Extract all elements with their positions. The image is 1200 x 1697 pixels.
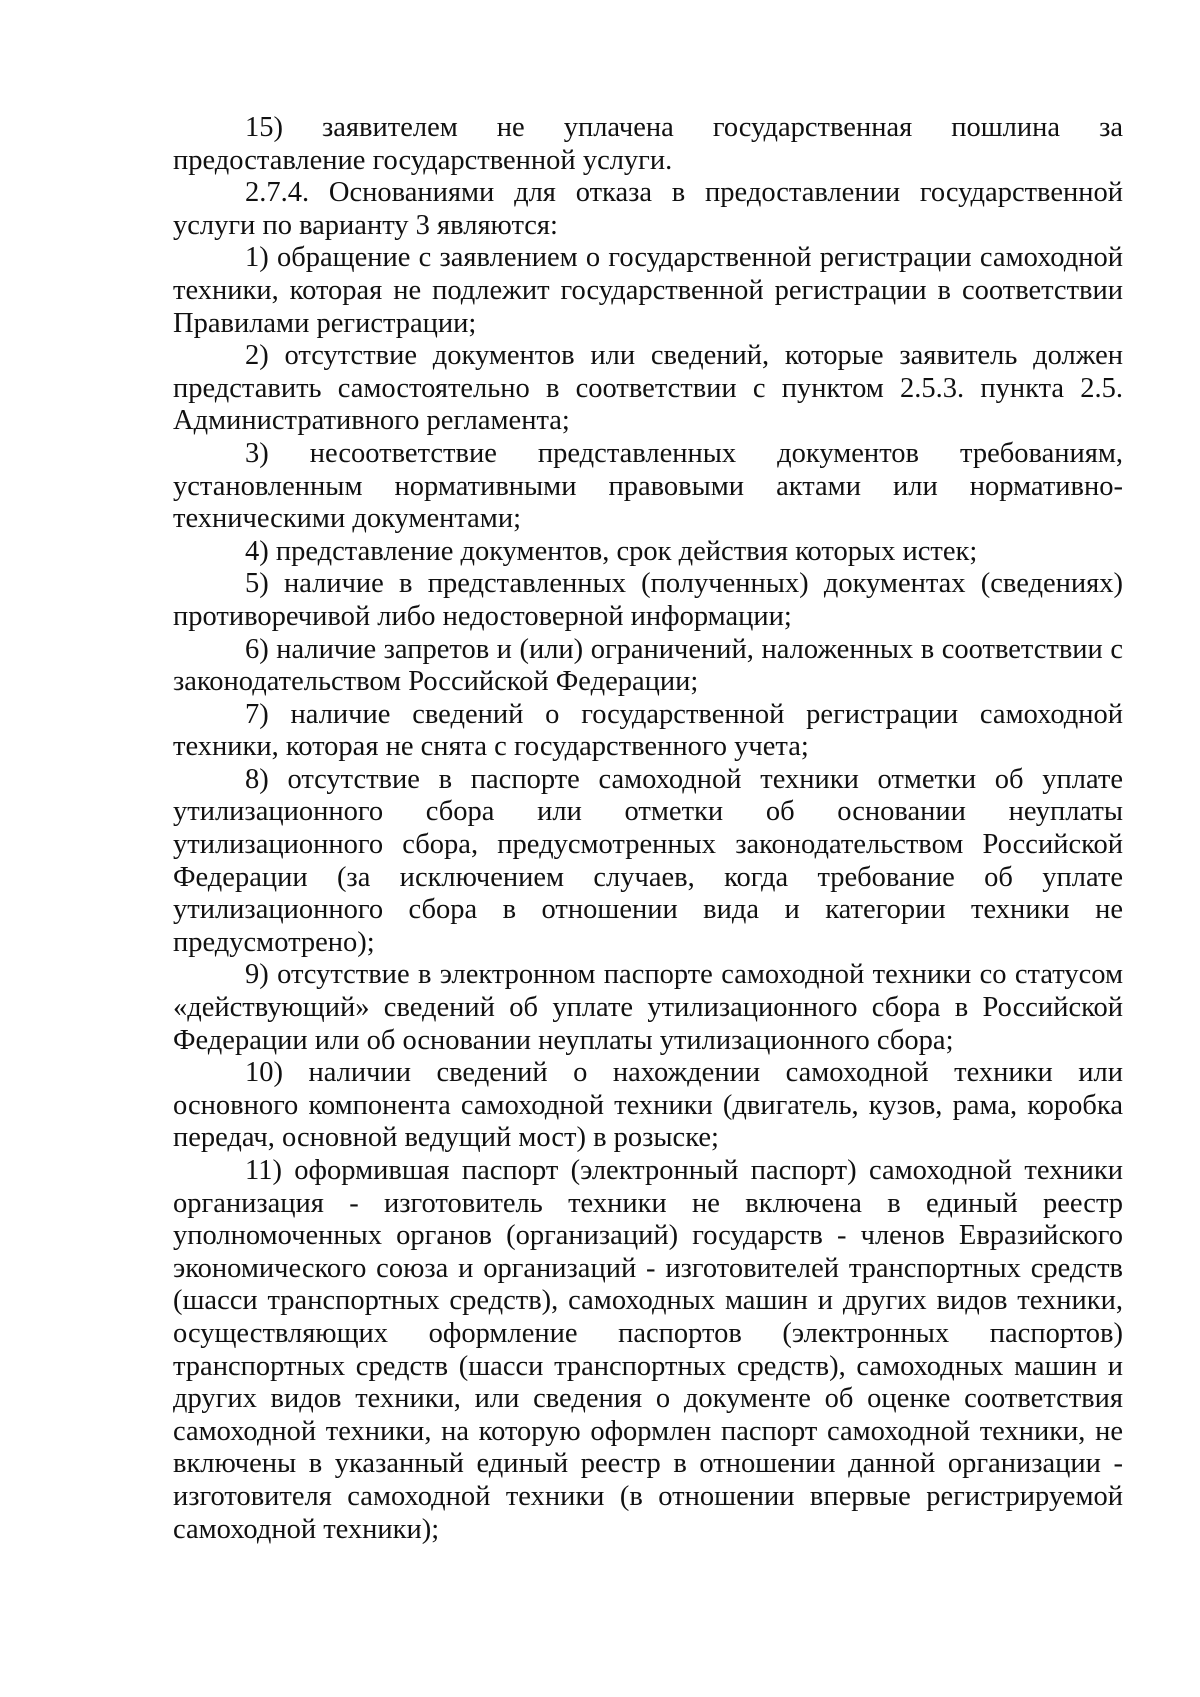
paragraph-section-2-7-4: 2.7.4. Основаниями для отказа в предоставлении государственной услуги по варианту 3 являются: — [173, 177, 1123, 241]
document-body — [173, 112, 1123, 1546]
paragraph-item-5: 5) наличие в представленных (полученных) документах (сведениях) противоречивой либо недостоверной информации; — [173, 568, 1123, 632]
paragraph-item-2: 2) отсутствие документов или сведений, которые заявитель должен представить самостоятельно в соответствии с пунктом 2.5.3. пункта 2.5. Административного регламента; — [173, 340, 1123, 437]
paragraph-item-15: 15) заявителем не уплачена государственная пошлина за предоставление государственной услуги. — [173, 112, 1123, 176]
paragraph-item-4: 4) представление документов, срок действия которых истек; — [245, 535, 978, 567]
paragraph-item-9: 9) отсутствие в электронном паспорте самоходной техники со статусом «действующий» сведений об уплате утилизационного сбора в Российской Федерации или об основании неуплаты утилизационного сбора; — [173, 959, 1123, 1056]
paragraph-item-1: 1) обращение с заявлением о государственной регистрации самоходной техники, которая не подлежит государственной регистрации в соответствии Правилами регистрации; — [173, 242, 1123, 339]
paragraph-item-8: 8) отсутствие в паспорте самоходной техники отметки об уплате утилизационного сбора или отметки об основании неуплаты утилизационного сбора, предусмотренных законодательством Российской Федерации (за исключением случаев, когда требование об уплате утилизационного сбора в отношении вида и категории техники не предусмотрено); — [173, 763, 1123, 958]
paragraph-item-3: 3) несоответствие представленных документов требованиям, установленным нормативными правовыми актами или нормативно-техническими документами; — [173, 437, 1123, 535]
paragraph-item-10: 10) наличии сведений о нахождении самоходной техники или основного компонента самоходной техники (двигатель, кузов, рама, коробка передач, основной ведущий мост) в розыске; — [173, 1057, 1123, 1154]
paragraph-item-6: 6) наличие запретов и (или) ограничений, наложенных в соответствии с законодательством Российской Федерации; — [173, 633, 1123, 698]
paragraph-item-11: 11) оформившая паспорт (электронный паспорт) самоходной техники организация - изготовитель техники не включена в единый реестр уполномоченных органов (организаций) государств - членов Евразийского экономического союза и организаций - изготовителей транспортных средств (шасси транспортных средств), самоходных машин и других видов техники, осуществляющих оформление паспортов (электронных паспортов) транспортных средств (шасси транспортных средств), самоходных машин и других видов техники, или сведения о документе об оценке соответствия самоходной техники, на которую оформлен паспорт самоходной техники, не включены в указанный единый реестр в отношении данной организации - изготовителя самоходной техники (в отношении впервые регистрируемой самоходной техники); — [173, 1155, 1123, 1545]
paragraph-item-7: 7) наличие сведений о государственной регистрации самоходной техники, которая не снята с государственного учета; — [173, 698, 1123, 763]
